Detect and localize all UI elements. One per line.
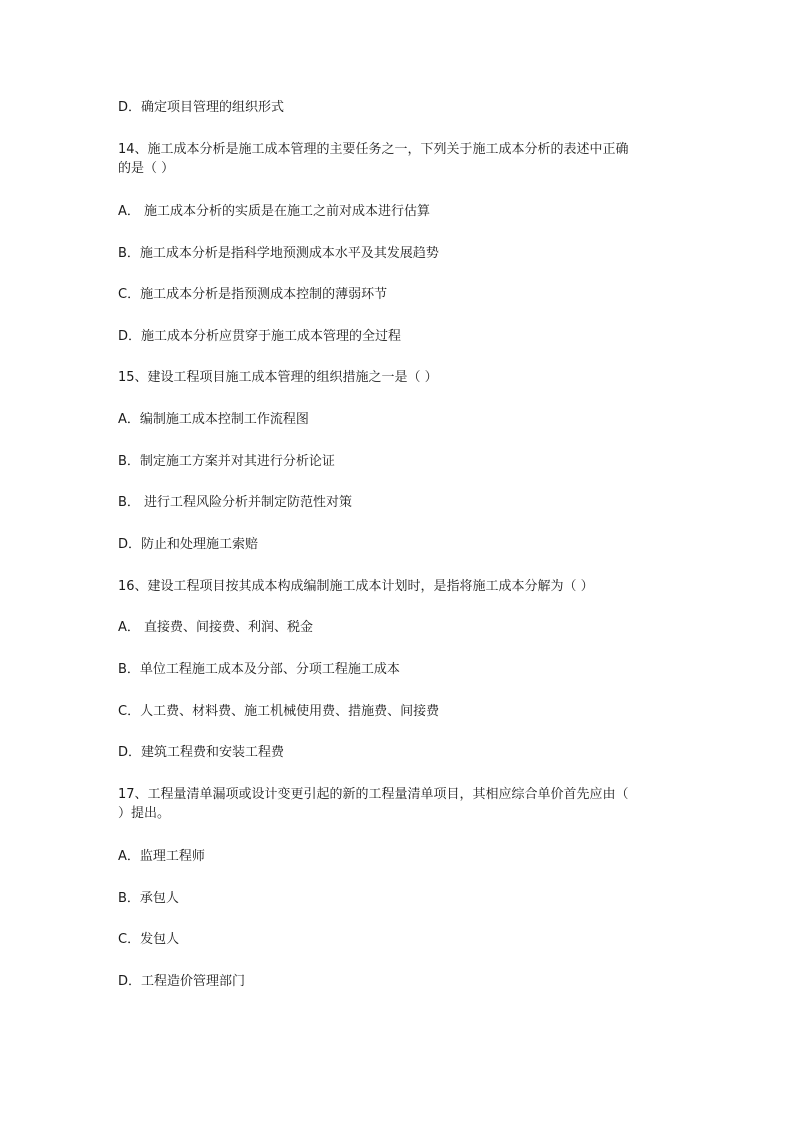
q15-option-b: B．制定施工方案并对其进行分析论证 (118, 454, 335, 469)
q14-option-b: B．施工成本分析是指科学地预测成本水平及其发展趋势 (118, 246, 439, 261)
q14-option-a: A． 施工成本分析的实质是在施工之前对成本进行估算 (118, 204, 431, 219)
q17-option-a: A．监理工程师 (118, 849, 205, 864)
q16-option-d: D．建筑工程费和安装工程费 (118, 745, 285, 760)
q14-option-c: C．施工成本分析是指预测成本控制的薄弱环节 (118, 287, 388, 302)
q17-stem-line1: 17、工程量清单漏项或设计变更引起的新的工程量清单项目，其相应综合单价首先应由（ (118, 787, 629, 802)
q17-option-b: B．承包人 (118, 891, 179, 906)
q16-option-c: C．人工费、材料费、施工机械使用费、措施费、间接费 (118, 704, 440, 719)
q15-option-d: D．防止和处理施工索赔 (118, 537, 259, 552)
q17-stem-line2: ）提出。 (118, 806, 171, 821)
q13-option-d: D．确定项目管理的组织形式 (118, 100, 285, 115)
q17-option-d: D．工程造价管理部门 (118, 974, 246, 989)
q14-stem-line1: 14、施工成本分析是施工成本管理的主要任务之一，下列关于施工成本分析的表述中正确 (118, 142, 629, 157)
q14-stem-line2: 的是（ ） (118, 161, 175, 176)
q15-option-a: A．编制施工成本控制工作流程图 (118, 412, 309, 427)
q15-stem: 15、建设工程项目施工成本管理的组织措施之一是（ ） (118, 370, 438, 385)
q14-option-d: D．施工成本分析应贯穿于施工成本管理的全过程 (118, 329, 402, 344)
q16-option-b: B．单位工程施工成本及分部、分项工程施工成本 (118, 662, 400, 677)
q16-stem: 16、建设工程项目按其成本构成编制施工成本计划时，是指将施工成本分解为（ ） (118, 579, 594, 594)
q15-option-b2: B． 进行工程风险分析并制定防范性对策 (118, 495, 353, 510)
q16-option-a: A． 直接费、间接费、利润、税金 (118, 620, 314, 635)
q17-option-c: C．发包人 (118, 932, 180, 947)
